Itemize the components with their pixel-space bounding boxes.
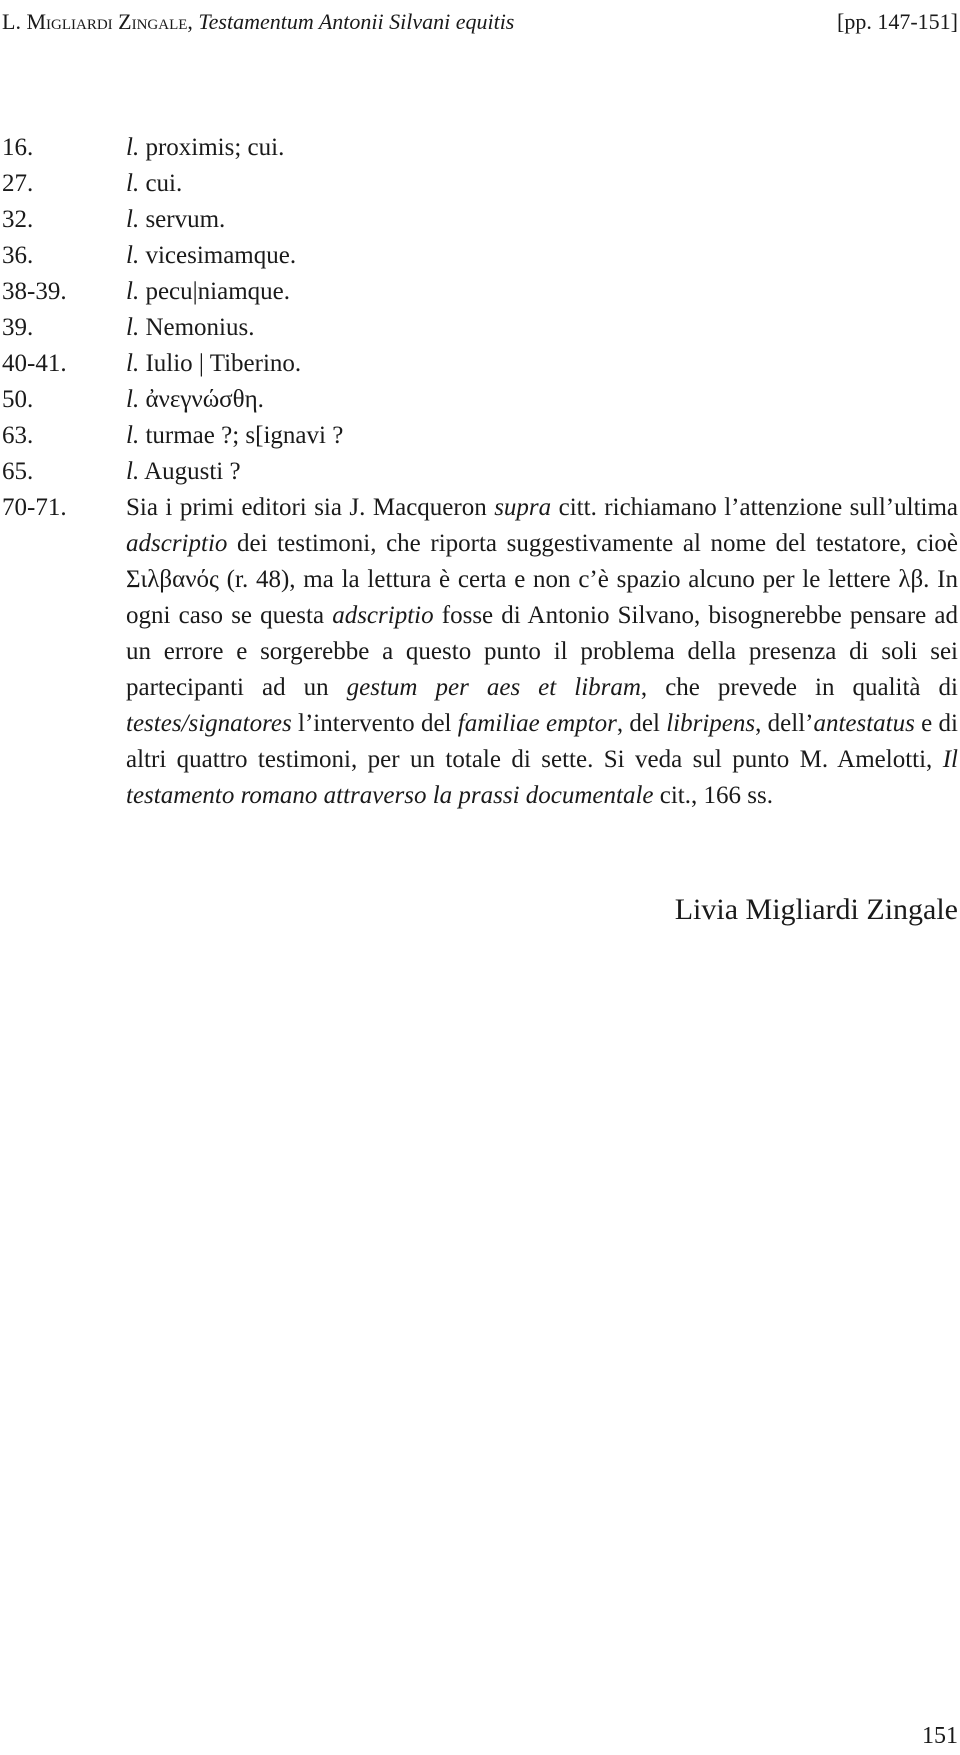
note-reading: servum. [139, 206, 226, 233]
note-row [2, 238, 958, 274]
note-row [2, 346, 958, 382]
note-reading: vicesimamque. [139, 242, 297, 269]
note-prefix: l. [126, 422, 140, 449]
long-note-segment: cit., 166 ss. [653, 782, 773, 809]
note-row [2, 166, 958, 202]
long-note-text [126, 490, 958, 814]
long-note-segment: , del [616, 710, 667, 737]
note-number: 50. [2, 386, 34, 413]
note-reading: pecu|niamque. [139, 278, 290, 305]
note-text [126, 382, 958, 418]
note-number: 39. [2, 314, 34, 341]
note-number: 32. [2, 206, 34, 233]
header-title: Testamentum Antonii Silvani equitis [198, 9, 515, 34]
note-reading: Iulio | Tiberino. [139, 350, 302, 377]
note-text [126, 418, 958, 454]
note-row [2, 418, 958, 454]
long-note-italic: libripens [666, 710, 756, 737]
note-text [126, 130, 958, 166]
long-note-segment: e di altri quattro testimoni, per un totale di sette. Si veda sul punto M. Amelotti, [126, 710, 958, 773]
note-text [126, 310, 958, 346]
apparatus-notes [2, 130, 958, 814]
note-number: 16. [2, 134, 34, 161]
note-number: 70-71. [2, 494, 67, 521]
note-prefix: l. [126, 314, 140, 341]
note-text [126, 346, 958, 382]
note-reading: cui. [139, 170, 183, 197]
running-header [0, 0, 960, 44]
long-note-italic: supra [494, 494, 552, 521]
author-signature: Livia Migliardi Zingale [674, 893, 958, 926]
long-note-italic: adscriptio [332, 602, 434, 629]
note-prefix: l. [126, 350, 140, 377]
note-number: 63. [2, 422, 34, 449]
note-text [126, 202, 958, 238]
note-prefix: l. [126, 458, 140, 485]
note-text [126, 274, 958, 310]
note-row [2, 130, 958, 166]
long-note-segment: fosse di Antonio Silvano, bisognerebbe pensare ad un errore e sorgerebbe a questo punto il problema della presenza di soli sei partecipanti ad un [126, 602, 958, 701]
note-row [2, 454, 958, 490]
long-note-italic: gestum per aes et libram [346, 674, 641, 701]
page-number: 151 [922, 1723, 958, 1749]
note-number: 65. [2, 458, 34, 485]
long-note-row [2, 490, 958, 814]
note-row [2, 310, 958, 346]
note-prefix: l. [126, 206, 140, 233]
long-note-italic: antestatus [813, 710, 915, 737]
note-number: 38-39. [2, 278, 67, 305]
long-note-segment: , che prevede in qualità di [640, 674, 958, 701]
note-prefix: l. [126, 386, 140, 413]
long-note-segment: , dell’ [755, 710, 814, 737]
long-note-italic: testes/signatores [126, 710, 292, 737]
note-number: 40-41. [2, 350, 67, 377]
note-prefix: l. [126, 170, 140, 197]
note-number: 36. [2, 242, 34, 269]
note-number: 27. [2, 170, 34, 197]
note-text [126, 454, 958, 490]
note-text [126, 166, 958, 202]
long-note-segment: l’intervento del [291, 710, 458, 737]
header-left [2, 0, 514, 44]
long-note-italic: Il testamento romano attraverso la prassi documentale [126, 746, 958, 809]
note-reading: Augusti ? [139, 458, 241, 485]
note-reading: proximis; cui. [139, 134, 285, 161]
note-reading: turmae ?; s[ignavi ? [139, 422, 344, 449]
long-note-segment: Sia i primi editori sia J. Macqueron [126, 494, 495, 521]
note-prefix: l. [126, 278, 140, 305]
header-author: L. Migliardi Zingale, [2, 9, 193, 34]
note-row [2, 382, 958, 418]
note-prefix: l. [126, 134, 140, 161]
long-note-italic: familiae emptor [457, 710, 617, 737]
long-note-italic: adscriptio [126, 530, 228, 557]
note-reading: ἀνεγνώσθη. [139, 386, 264, 413]
note-row [2, 274, 958, 310]
note-reading: Nemonius. [139, 314, 255, 341]
note-text [126, 238, 958, 274]
header-pages: [pp. 147-151] [837, 9, 958, 34]
note-prefix: l. [126, 242, 140, 269]
note-row [2, 202, 958, 238]
long-note-segment: dei testimoni, che riporta suggestivamente al nome del testatore, cioè Σιλβανός (r. 48), ma la lettura è certa e non c’è spazio alcuno per le lettere λβ. In ogni caso se questa [126, 530, 958, 629]
long-note-segment: citt. richiamano l’attenzione sull’ultima [551, 494, 959, 521]
